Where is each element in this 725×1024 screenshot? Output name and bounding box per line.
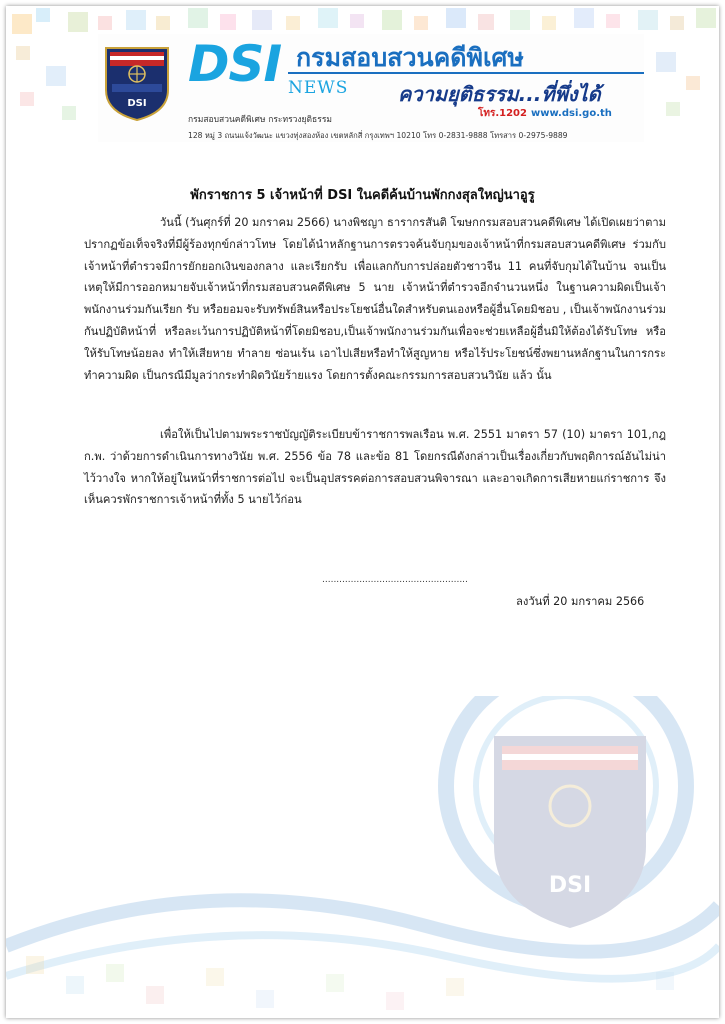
dsi-emblem-logo [98, 42, 176, 122]
document-title: พักราชการ 5 เจ้าหน้าที่ DSI ในคดีค้นบ้านพักกงสุลใหญ่นาอูรู [190, 188, 535, 203]
paragraph-2: เพื่อให้เป็นไปตามพระราชบัญญัติระเบียบข้าราชการพลเรือน พ.ศ. 2551 มาตรา 57 (10) มาตรา 101,กฎ ก.พ. ว่าด้วยการดำเนินการทางวินัย พ.ศ. 2556 ข้อ 78 และข้อ 81 โดยกรณีดังกล่าวเป็นเรื่องเกี่ยวกับพฤติการณ์อันไม่น่าไว้วางใจ หากให้อยู่ในหน้าที่ราชการต่อไป จะเป็นอุปสรรคต่อการสอบสวนพิจารณา และอาจเกิดการเสียหายแก่ราชการ จึงเห็นควรพักราชการเจ้าหน้าที่ทั้ง 5 นายไว้ก่อน [84, 428, 666, 507]
header-divider [288, 72, 644, 74]
hotline-info [478, 106, 612, 121]
paragraph-1: วันนี้ (วันศุกร์ที่ 20 มกราคม 2566) นางพิชญา ธารากรสันติ โฆษกกรมสอบสวนคดีพิเศษ ได้เปิดเผยว่าตามปรากฏข้อเท็จจริงที่มีผู้ร้องทุกข์กล่าวโทษ โดยได้นำหลักฐานการตรวจค้นจับกุมของเจ้าหน้าที่กรมสอบสวนคดีพิเศษ ร่วมกับเจ้าหน้าที่ตำรวจมีการยักยอกเงินของกลาง และเรียกรับ เพื่อแลกกับการปล่อยตัวชาวจีน 11 คนที่จับกุมได้ในบ้าน จนเป็นเหตุให้มีการออกหมายจับเจ้าหน้าที่กรมสอบสวนคดีพิเศษ 5 นาย เจ้าหน้าที่ตำรวจอีกจำนวนหนึ่ง ในฐานความผิดเป็นเจ้าพนักงานร่วมกันเรียก รับ หรือยอมจะรับทรัพย์สินหรือประโยชน์อื่นใดสำหรับตนเองหรือผู้อื่นโดยมิชอบ , เป็นเจ้าพนักงานร่วมกันปฏิบัติหน้าที่ หรือละเว้นการปฏิบัติหน้าที่โดยมิชอบ,เป็นเจ้าพนักงานร่วมกันเพื่อจะช่วยเหลือผู้อื่นมิให้ต้องได้รับโทษ หรือให้รับโทษน้อยลง ทำให้เสียหาย ทำลาย ซ่อนเร้น เอาไปเสียหรือทำให้สูญหาย หรือไร้ประโยชน์ซึ่งพยานหลักฐานในการกระทำความผิด เป็นกรณีมีมูลว่ากระทำผิดวินัยร้ายแรง โดยการตั้งคณะกรรมการสอบสวนวินัย แล้ว นั้น [84, 216, 666, 382]
department-name: กรมสอบสวนคดีพิเศษ [296, 43, 524, 72]
date-line: ลงวันที่ 20 มกราคม 2566 [516, 595, 645, 608]
dsi-logo-text: DSI [188, 35, 282, 93]
address-line: 128 หมู่ 3 ถนนแจ้งวัฒนะ แขวงทุ่งสองห้อง เขตหลักสี่ กรุงเทพฯ 10210 โทร 0-2831-9888 โทรสาร 0-2975-9889 [188, 131, 568, 140]
emblem-text: DSI [127, 98, 147, 109]
letterhead [98, 34, 644, 142]
watermark-emblem-decoration [6, 696, 719, 1018]
watermark-text: DSI [548, 873, 592, 898]
ministry-line: กรมสอบสวนคดีพิเศษ กระทรวงยุติธรรม [188, 115, 332, 125]
signature-line: ................................................... [322, 575, 468, 585]
hotline-number: โทร.1202 [478, 108, 527, 119]
website-link[interactable]: www.dsi.go.th [530, 108, 612, 119]
slogan: ความยุติธรรม...ที่พึ่งได้ [398, 82, 601, 106]
news-label: NEWS [288, 78, 349, 98]
document-page [6, 6, 719, 1018]
